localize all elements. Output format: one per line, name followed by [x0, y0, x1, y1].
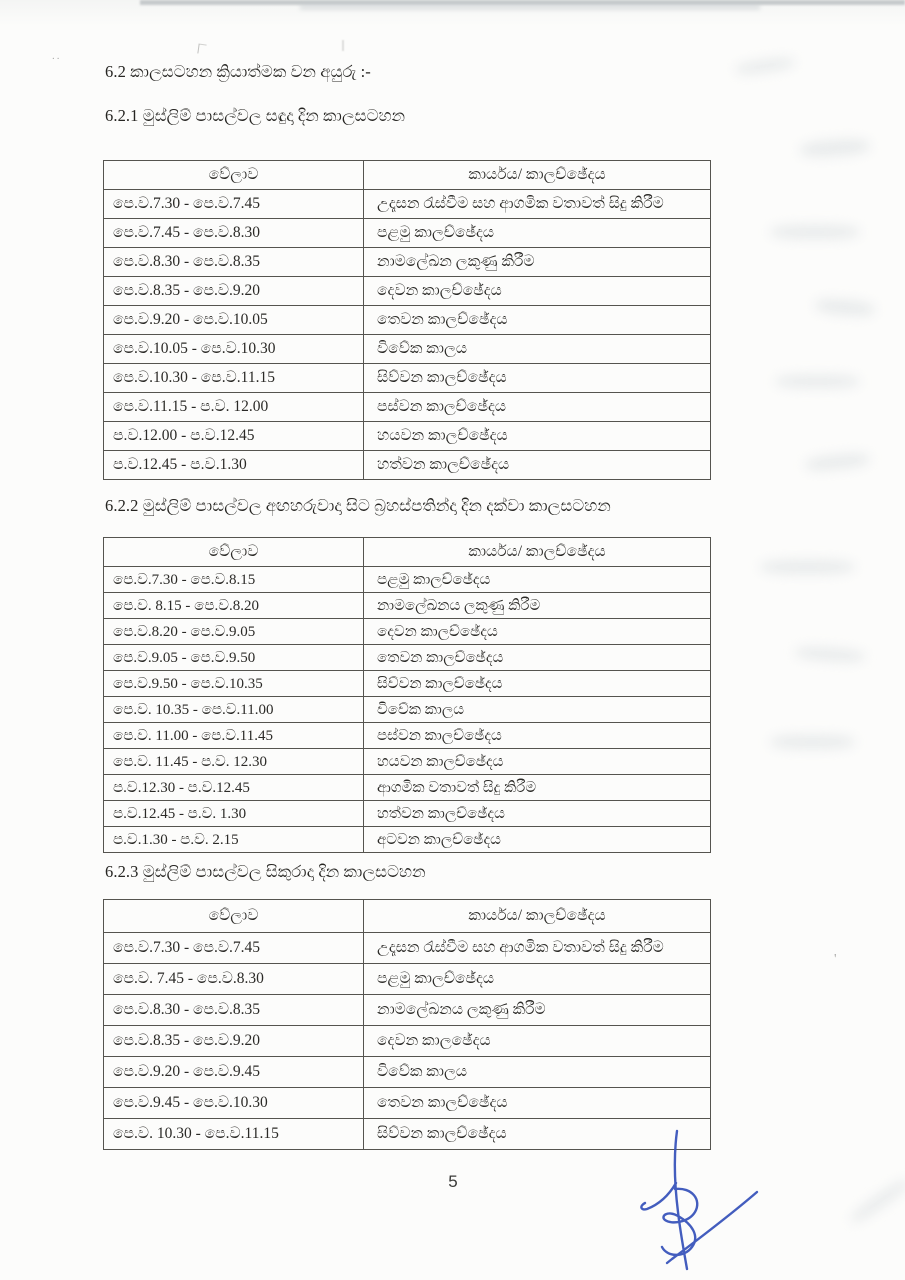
table-row	[104, 995, 711, 1026]
column-header: කාර්යය/ කාලච්ඡේදය	[364, 161, 711, 190]
time-cell: පෙ.ව.11.15 - ප.ව. 12.00	[104, 393, 364, 422]
table-row	[104, 248, 711, 277]
table-row	[104, 335, 711, 364]
scan-artifact	[197, 43, 206, 54]
scan-artifact	[342, 40, 344, 51]
table-row	[104, 306, 711, 335]
table-row	[104, 697, 711, 723]
time-cell: පෙ.ව.9.05 - පෙ.ව.9.50	[104, 645, 364, 671]
activity-cell: හත්වන කාලච්ඡේදය	[364, 451, 711, 480]
activity-cell: දෙවන කාලච්ඡේදය	[364, 277, 711, 306]
activity-cell: දෙවන කාලඡේදය	[364, 1026, 711, 1057]
time-cell: පෙ.ව. 11.00 - පෙ.ව.11.45	[104, 723, 364, 749]
activity-cell: හයවන කාලච්ඡේදය	[364, 422, 711, 451]
time-cell: පෙ.ව.8.30 - පෙ.ව.8.35	[104, 995, 364, 1026]
activity-cell: හයවන කාලච්ඡේදය	[364, 749, 711, 775]
activity-cell: විවේක කාලය	[364, 1057, 711, 1088]
bleed-through-smudge	[770, 225, 860, 239]
activity-cell: සිව්වන කාලච්ඡේදය	[364, 671, 711, 697]
bleed-through-smudge	[770, 735, 855, 749]
column-header: කාර්යය/ කාලච්ඡේදය	[364, 900, 711, 933]
time-cell: ප.ව.1.30 - ප.ව. 2.15	[104, 827, 364, 853]
column-header: වේලාව	[104, 900, 364, 933]
activity-cell: නාමලේඛනය ලකුණු කිරීම	[364, 593, 711, 619]
time-cell: පෙ.ව.7.30 - පෙ.ව.7.45	[104, 190, 364, 219]
table-row	[104, 723, 711, 749]
activity-cell: උදෑසන රැස්වීම සහ ආගමික වතාවත් සිදු කිරීම	[364, 190, 711, 219]
time-cell: පෙ.ව. 10.35 - පෙ.ව.11.00	[104, 697, 364, 723]
table-head	[104, 900, 711, 933]
column-header: වේලාව	[104, 538, 364, 567]
activity-cell: සිව්වන කාලච්ඡේදය	[364, 1119, 711, 1150]
table-row	[104, 190, 711, 219]
scan-artifact: '	[834, 952, 837, 967]
time-cell: ප.ව.12.45 - ප.ව.1.30	[104, 451, 364, 480]
activity-cell: ආගමික වතාවත් සිදු කිරීම	[364, 775, 711, 801]
time-cell: පෙ.ව.8.30 - පෙ.ව.8.35	[104, 248, 364, 277]
table-row	[104, 801, 711, 827]
activity-cell: තෙවන කාලච්ඡේදය	[364, 306, 711, 335]
time-cell: පෙ.ව. 10.30 - පෙ.ව.11.15	[104, 1119, 364, 1150]
heading-monday-timetable: 6.2.1 මුස්ලිම් පාසල්වල සඳුදා දින කාලසටහන	[105, 106, 406, 125]
table-row	[104, 451, 711, 480]
bleed-through-smudge	[795, 646, 866, 664]
table-row	[104, 277, 711, 306]
table-row	[104, 1026, 711, 1057]
table-row	[104, 219, 711, 248]
header-row	[104, 900, 711, 933]
time-cell: පෙ.ව.9.20 - පෙ.ව.10.05	[104, 306, 364, 335]
activity-cell: පස්වන කාලච්ඡේදය	[364, 393, 711, 422]
table-row	[104, 364, 711, 393]
column-header: වේලාව	[104, 161, 364, 190]
activity-cell: පළමු කාලච්ඡේදය	[364, 219, 711, 248]
time-cell: පෙ.ව. 11.45 - ප.ව. 12.30	[104, 749, 364, 775]
time-cell: පෙ.ව. 8.15 - පෙ.ව.8.20	[104, 593, 364, 619]
timetable-friday	[103, 899, 711, 1150]
table-body	[104, 933, 711, 1150]
table-row	[104, 775, 711, 801]
scan-edge-artifact	[300, 4, 760, 10]
activity-cell: විවේක කාලය	[364, 335, 711, 364]
time-cell: පෙ.ව.9.50 - පෙ.ව.10.35	[104, 671, 364, 697]
table-head	[104, 538, 711, 567]
bleed-through-smudge	[775, 375, 860, 388]
activity-cell: උදෑසන රැස්වීම සහ ආගමික වතාවත් සිදු කිරීම	[364, 933, 711, 964]
time-cell: ප.ව.12.00 - ප.ව.12.45	[104, 422, 364, 451]
time-cell: පෙ.ව.8.20 - පෙ.ව.9.05	[104, 619, 364, 645]
activity-cell: දෙවන කාලච්ඡේදය	[364, 619, 711, 645]
time-cell: පෙ.ව.8.35 - පෙ.ව.9.20	[104, 277, 364, 306]
activity-cell: විවේක කාලය	[364, 697, 711, 723]
time-cell: ප.ව.12.45 - ප.ව. 1.30	[104, 801, 364, 827]
heading-schedule-operation: 6.2 කාලසටහන ක්‍රියාත්මක වන අයුරු :-	[105, 62, 371, 81]
scan-artifact: ..	[52, 50, 62, 62]
table-row	[104, 422, 711, 451]
bleed-through-smudge	[734, 56, 795, 76]
time-cell: පෙ.ව.7.30 - පෙ.ව.7.45	[104, 933, 364, 964]
header-row	[104, 161, 711, 190]
header-row	[104, 538, 711, 567]
bleed-through-smudge	[814, 297, 875, 317]
timetable-tuesday-thursday	[103, 537, 711, 853]
bleed-through-smudge	[760, 560, 855, 574]
table-row	[104, 933, 711, 964]
activity-cell: නාමලේඛන ලකුණු කිරීම	[364, 248, 711, 277]
table-row	[104, 749, 711, 775]
activity-cell: තෙවන කාලච්ඡේදය	[364, 645, 711, 671]
time-cell: පෙ.ව.9.20 - පෙ.ව.9.45	[104, 1057, 364, 1088]
bleed-through-smudge	[848, 1176, 905, 1226]
time-cell: ප.ව.12.30 - ප.ව.12.45	[104, 775, 364, 801]
table-row	[104, 645, 711, 671]
table-row	[104, 567, 711, 593]
time-cell: පෙ.ව.7.45 - පෙ.ව.8.30	[104, 219, 364, 248]
page-number: 5	[448, 1172, 458, 1191]
time-cell: පෙ.ව.9.45 - පෙ.ව.10.30	[104, 1088, 364, 1119]
heading-tue-thu-timetable: 6.2.2 මුස්ලිම් පාසල්වල අඟහරුවාදා සිට බ්‍රහස්පතින්දා දින දක්වා කාලසටහන	[105, 496, 611, 515]
time-cell: පෙ.ව.10.05 - පෙ.ව.10.30	[104, 335, 364, 364]
activity-cell: හත්වන කාලච්ඡේදය	[364, 801, 711, 827]
table-row	[104, 393, 711, 422]
bleed-through-smudge	[804, 452, 870, 473]
table-row	[104, 1088, 711, 1119]
table-row	[104, 593, 711, 619]
timetable-monday	[103, 160, 711, 480]
column-header: කාර්යය/ කාලච්ඡේදය	[364, 538, 711, 567]
table-body	[104, 567, 711, 853]
table-row	[104, 827, 711, 853]
activity-cell: සිව්වන කාලච්ඡේදය	[364, 364, 711, 393]
activity-cell: පස්වන කාලච්ඡේදය	[364, 723, 711, 749]
activity-cell: තෙවන කාලච්ඡේදය	[364, 1088, 711, 1119]
time-cell: පෙ.ව.7.30 - පෙ.ව.8.15	[104, 567, 364, 593]
table-row	[104, 964, 711, 995]
table-body	[104, 190, 711, 480]
activity-cell: පළමු කාලච්ඡේදය	[364, 964, 711, 995]
time-cell: පෙ.ව. 7.45 - පෙ.ව.8.30	[104, 964, 364, 995]
heading-friday-timetable: 6.2.3 මුස්ලිම් පාසල්වල සිකුරාදා දින කාලසටහන	[105, 862, 426, 881]
table-head	[104, 161, 711, 190]
activity-cell: පළමු කාලච්ඡේදය	[364, 567, 711, 593]
time-cell: පෙ.ව.8.35 - පෙ.ව.9.20	[104, 1026, 364, 1057]
bleed-through-smudge	[800, 138, 871, 159]
activity-cell: නාමලේඛනය ලකුණු කිරීම	[364, 995, 711, 1026]
table-row	[104, 619, 711, 645]
table-row	[104, 671, 711, 697]
signature-ink	[620, 1126, 780, 1278]
time-cell: පෙ.ව.10.30 - පෙ.ව.11.15	[104, 364, 364, 393]
activity-cell: අටවන කාලච්ඡේදය	[364, 827, 711, 853]
table-row	[104, 1057, 711, 1088]
